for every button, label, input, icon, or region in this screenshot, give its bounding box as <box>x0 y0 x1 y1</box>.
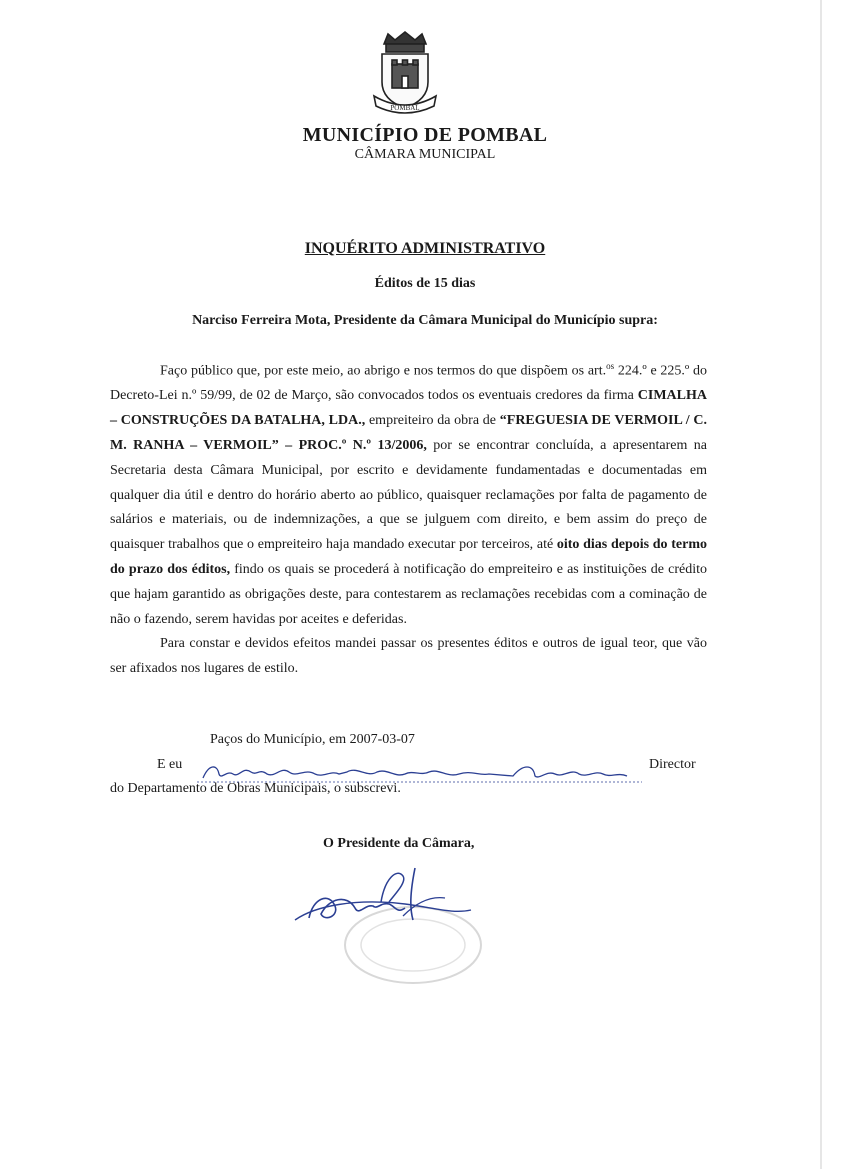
place-date: Paços do Município, em 2007-03-07 <box>210 732 415 747</box>
p1-text-d: por se encontrar concluída, a apresentarem na Secretaria desta Câmara Municipal, por escrito e devidamente fundamentadas e documentadas em qualquer dia útil e dentro do horário aberto ao público, quaisquer reclamações por falta de pagamento de salários e materiais, ou de indemnizações, a que se julguem com direito, e bem assim do preço de quaisquer trabalhos que o empreiteiro haja mandado executar por terceiros, até <box>110 438 707 553</box>
addressee-line: Narciso Ferreira Mota, Presidente da Câmara Municipal do Município supra: <box>192 313 658 328</box>
paragraph-closing: Para constar e devidos efeitos mandei passar os presentes éditos e outros de igual teor, que vão ser afixados nos lugares de estilo. <box>110 636 707 677</box>
chamber-subtitle: CÂMARA MUNICIPAL <box>354 147 496 162</box>
president-signature-icon <box>285 858 485 938</box>
work-reference: “FREGUESIA DE VERMOIL / C. M. RANHA – VERMOIL” – PROC.º N.º 13/2006, <box>110 413 708 454</box>
deadline-text: oito dias depois do termo do prazo dos éditos, <box>110 537 708 578</box>
president-label: O Presidente da Câmara, <box>323 836 475 851</box>
document-title: INQUÉRITO ADMINISTRATIVO <box>304 240 546 257</box>
p1-text-b: 224.º e 225.º do Decreto-Lei n.º 59/99, de 02 de Março, são convocados todos os eventuais credores da firma <box>110 363 707 404</box>
crest-banner-text: POMBAL <box>390 104 420 112</box>
municipality-title: MUNICÍPIO DE POMBAL <box>302 124 548 146</box>
municipal-crest-icon <box>368 30 442 116</box>
eu-label: E eu <box>157 757 183 772</box>
director-label: Director <box>649 757 696 772</box>
department-line: do Departamento de Obras Municipais, o subscrevi. <box>110 781 401 796</box>
company-name: CIMALHA – CONSTRUÇÕES DA BATALHA, LDA., <box>110 388 707 429</box>
body-text <box>110 354 707 682</box>
p1-text-a: Faço público que, por este meio, ao abrigo e nos termos do que dispõem os art. <box>160 363 607 379</box>
scan-edge <box>820 0 822 1169</box>
p1-text-c: empreiteiro da obra de <box>365 413 500 429</box>
document-subtitle: Éditos de 15 dias <box>374 276 476 291</box>
p1-text-e: findo os quais se procederá à notificação do empreiteiro e as instituições de crédito que hajam garantido as obrigações deste, para contestarem as reclamações recebidas com a cominação de não o fazendo, serem havidas por aceites e deferidas. <box>110 562 707 627</box>
paragraph-main <box>110 354 707 632</box>
p1-superscript: os <box>606 361 615 371</box>
